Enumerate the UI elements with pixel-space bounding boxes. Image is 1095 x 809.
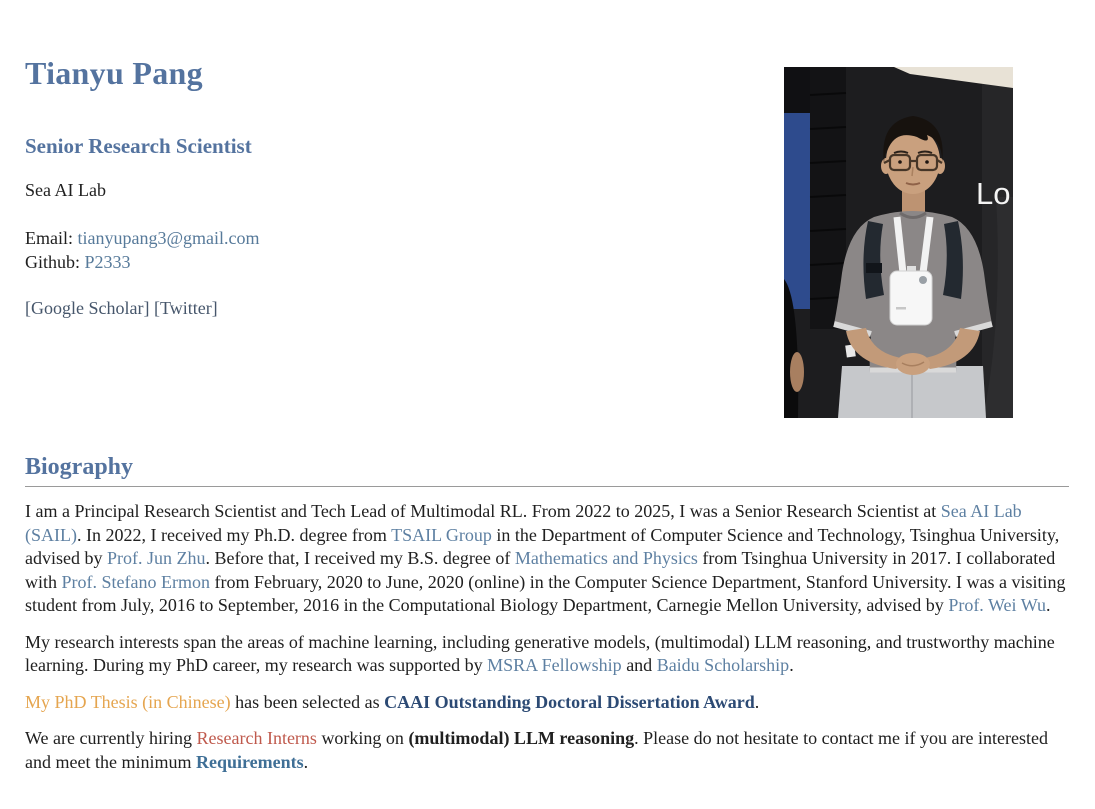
hands [896,353,930,375]
biography-paragraph-1 [25,500,1069,618]
biography-heading: Biography [25,453,1069,487]
text-run: . [789,655,794,675]
twitter-link[interactable]: [Twitter] [153,298,218,318]
affiliation: Sea AI Lab [25,180,106,200]
text-run: . Please do not hesitate to contact me if you are interested and meet the minimum [25,728,1048,772]
text-run: from February, 2020 to June, 2020 (online) in the Computer Science Department, Stanford University. I was a visiting student from July, 2016 to September, 2016 in the Computational Biology Department, Carnegie Mellon University, advised by [25,571,1066,615]
sea-ai-lab-link[interactable]: Sea AI Lab (SAIL) [25,501,1022,545]
profile-photo [784,67,1013,418]
text-run: . [303,751,309,772]
prof-wei-wu-link[interactable]: Prof. Wei Wu [948,595,1046,615]
github-label: Github: [25,252,85,272]
text-run: We are currently hiring [25,728,197,748]
text-run: I am a Principal Research Scientist and Tech Lead of Multimodal RL. From 2022 to 2025, I was a Senior Research Scientist at [25,501,941,521]
tsail-group-link[interactable]: TSAIL Group [391,524,492,545]
photo-overlay-text: Lo [976,176,1011,211]
text-run: . Before that, I received my B.S. degree of [205,548,515,568]
requirements-link[interactable]: Requirements [195,751,304,772]
text-run: working on [316,728,409,748]
text-run: in the Department of Computer Science and Technology, Tsinghua University, advised by [25,524,1060,568]
email-label: Email: [25,228,78,248]
profile-page [0,54,1095,774]
biography-paragraph-3 [25,691,1069,715]
email-link[interactable]: tianyupang3@gmail.com [77,228,260,248]
google-scholar-link[interactable]: [Google Scholar] [25,298,150,318]
text-run: and [621,655,657,675]
github-link[interactable]: P2333 [84,252,131,272]
research-interns-link[interactable]: Research Interns [196,728,317,748]
page-title: Tianyu Pang [25,55,203,91]
text-run: (multimodal) LLM reasoning [408,728,635,748]
baidu-scholarship-link[interactable]: Baidu Scholarship [656,655,790,675]
text-run: from Tsinghua University in 2017. I collaborated with [25,548,1056,592]
header-section [25,54,1069,453]
text-run: has been selected as [230,691,385,712]
mathematics-and-physics-link[interactable]: Mathematics and Physics [514,548,698,568]
text-run: . [754,691,760,712]
prof-jun-zhu-link[interactable]: Prof. Jun Zhu [106,548,206,568]
text-run: My research interests span the areas of machine learning, including generative models, (multimodal) LLM reasoning, and trustworthy machine learning. During my PhD career, my research was supported by [25,631,1055,675]
caai-award-link[interactable]: CAAI Outstanding Doctoral Dissertation Award [384,691,755,712]
biography-paragraph-2 [25,631,1069,678]
job-title: Senior Research Scientist [25,134,252,158]
msra-fellowship-link[interactable]: MSRA Fellowship [487,655,622,675]
text-run: . [1045,595,1051,615]
text-run: . In 2022, I received my Ph.D. degree from [77,524,392,545]
biography-section [25,453,1069,774]
biography-paragraph-4 [25,727,1069,774]
phd-thesis-link[interactable]: My PhD Thesis (in Chinese) [25,691,231,712]
prof-stefano-ermon-link[interactable]: Prof. Stefano Ermon [61,571,210,592]
